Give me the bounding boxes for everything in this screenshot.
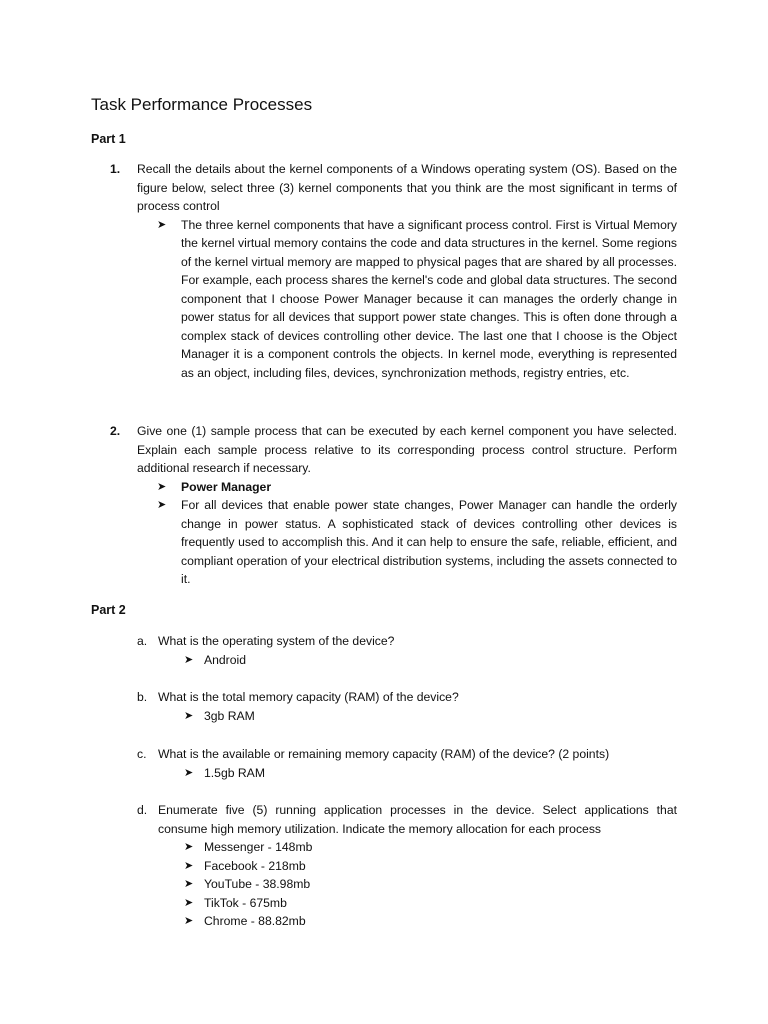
- question-c: [137, 745, 677, 782]
- question-text: Recall the details about the kernel components of a Windows operating system (OS). Based on the figure below, select three (3) kernel components that you think are the most significant in terms of process control: [137, 162, 677, 213]
- arrow-bullet-icon: ➤: [184, 878, 194, 890]
- arrow-bullet-icon: ➤: [184, 653, 194, 666]
- arrow-bullet-icon: ➤: [184, 896, 194, 909]
- question-letter: b.: [137, 690, 148, 704]
- arrow-bullet-icon: ➤: [184, 859, 194, 872]
- question-text: What is the total memory capacity (RAM) of the device?: [158, 690, 459, 704]
- question-1: [110, 160, 677, 382]
- question-number: 2.: [110, 424, 121, 438]
- answer-heading: Power Manager: [181, 479, 272, 494]
- question-a: [137, 632, 677, 669]
- arrow-bullet-icon: ➤: [184, 841, 194, 853]
- answer-text: 3gb RAM: [204, 708, 255, 723]
- arrow-bullet-icon: ➤: [184, 915, 194, 927]
- list-item: [183, 857, 677, 876]
- answer-text: YouTube - 38.98mb: [204, 877, 311, 891]
- question-text: Enumerate five (5) running application processes in the device. Select applications that consume high memory utilization. Indicate the memory allocation for each process: [158, 803, 677, 836]
- answer-text: Messenger - 148mb: [204, 840, 313, 854]
- answer-bullet: [183, 764, 677, 783]
- answer-bullet: [183, 707, 677, 726]
- part-1-heading: Part 1: [91, 132, 126, 146]
- arrow-bullet-icon: ➤: [157, 218, 167, 231]
- question-number: 1.: [110, 162, 121, 176]
- question-letter: d.: [137, 803, 148, 817]
- arrow-bullet-icon: ➤: [157, 480, 167, 493]
- list-item: [183, 875, 677, 894]
- arrow-bullet-icon: ➤: [184, 709, 194, 722]
- answer-bullet: [156, 216, 677, 383]
- question-text: What is the operating system of the device?: [158, 634, 395, 648]
- list-item: [183, 912, 677, 931]
- question-text: Give one (1) sample process that can be executed by each kernel component you have selected. Explain each sample process relative to its corresponding process control structure. Perform additional research if necessary.: [137, 424, 677, 475]
- question-letter: a.: [137, 634, 148, 648]
- answer-text: For all devices that enable power state changes, Power Manager can handle the orderly change in power status. A sophisticated stack of devices controlling other devices is frequently used to accomplish this. And it can help to ensure the safe, reliable, efficient, and compliant operation of your electrical distribution systems, including the assets connected to it.: [181, 498, 677, 586]
- answer-bullet: [183, 651, 677, 670]
- answer-text: Android: [204, 652, 247, 667]
- question-b: [137, 688, 677, 725]
- question-d: [137, 801, 677, 931]
- list-item: [183, 838, 677, 857]
- question-letter: c.: [137, 747, 147, 761]
- process-list: [137, 838, 677, 931]
- arrow-bullet-icon: ➤: [184, 766, 194, 779]
- question-2: [110, 422, 677, 589]
- answer-text: Chrome - 88.82mb: [204, 914, 306, 928]
- arrow-bullet-icon: ➤: [157, 499, 167, 511]
- part-2-heading: Part 2: [91, 603, 126, 617]
- answer-text: TikTok - 675mb: [204, 895, 287, 910]
- answer-text: The three kernel components that have a significant process control. First is Virtual Memory the kernel virtual memory contains the code and data structures in the kernel. Some regions of the kernel virtual memory are mapped to physical pages that are shared by all processes. For example, each process shares the kernel's code and global data structures. The second component that I choose Power Manager because it can manages the orderly change in power status for all devices that support power state changes. This is often done through a complex stack of devices controlling other device. The last one that I choose is the Object Manager it is a component controls the objects. In kernel mode, everything is represented as an object, including files, devices, synchronization methods, registry entries, etc.: [181, 217, 677, 380]
- question-text: What is the available or remaining memory capacity (RAM) of the device? (2 points): [158, 747, 610, 761]
- answer-text: Facebook - 218mb: [204, 858, 306, 873]
- answer-bullet: [156, 496, 677, 589]
- answer-text: 1.5gb RAM: [204, 765, 265, 780]
- document-title: Task Performance Processes: [91, 95, 313, 114]
- answer-bullet: [156, 478, 677, 497]
- list-item: [183, 894, 677, 913]
